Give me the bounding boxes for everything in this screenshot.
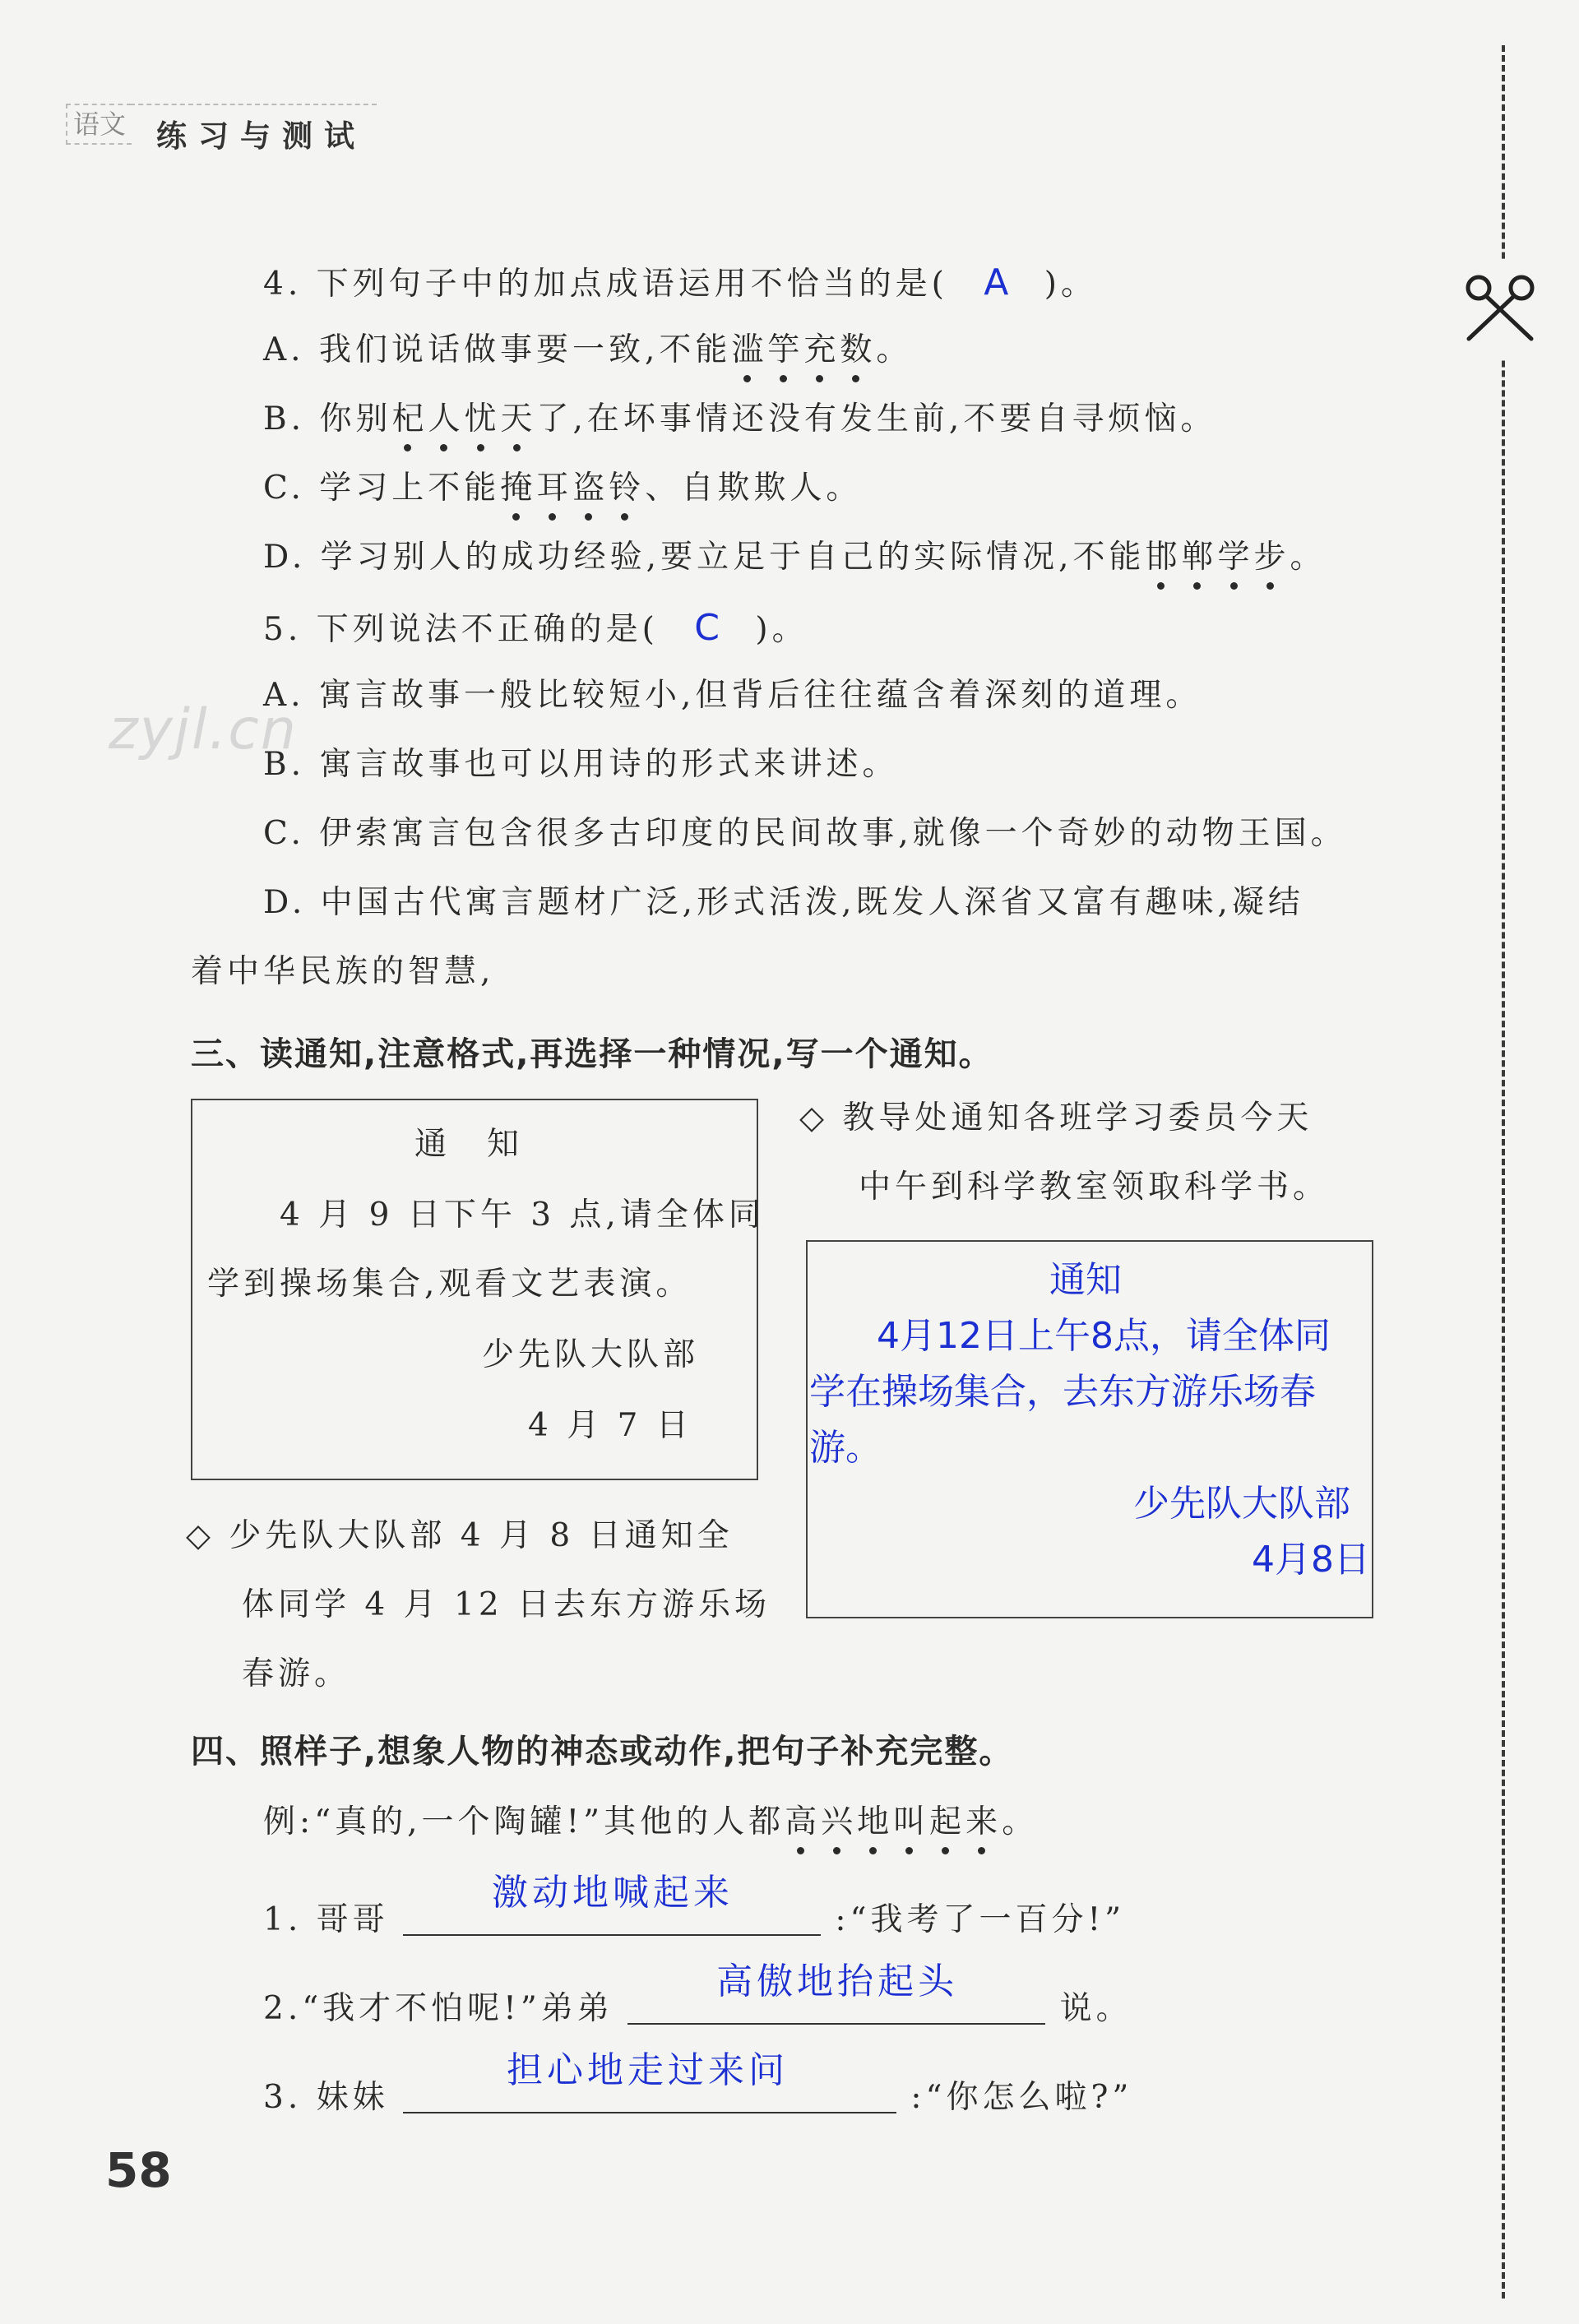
answer-notice-date: 4月8日	[1252, 1539, 1370, 1581]
item-1-answer: 激动地喊起来	[492, 1872, 734, 1914]
section4-title: 四、照样子,想象人物的神态或动作,把句子补充完整。	[191, 1733, 1014, 1771]
emphasis-char: 地	[857, 1803, 894, 1840]
emphasis-char: 郸	[1181, 539, 1218, 576]
emphasis-char: 铃	[609, 470, 646, 507]
q4-c-emphasis	[500, 470, 645, 507]
q5-stem: 5. 下列说法不正确的是( C )。	[263, 607, 808, 649]
item-1: 1. 哥哥 激动地喊起来 :“我考了一百分!”	[263, 1872, 1126, 1938]
emphasis-char: 忧	[464, 400, 501, 437]
emphasis-char: 兴	[821, 1803, 858, 1840]
item-1-blank[interactable]	[403, 1872, 821, 1936]
q4-stem: 4. 下列句子中的加点成语运用不恰当的是( A )。	[263, 262, 1097, 303]
q5-option-d-continued: 着中华民族的智慧,	[191, 953, 495, 990]
emphasis-char: 步	[1253, 539, 1290, 576]
q4-answer: A	[984, 262, 1009, 303]
sample-notice-body-line1: 4 月 9 日下午 3 点,请全体同	[280, 1197, 765, 1234]
option1-line1: ◇ 教导处通知各班学习委员今天	[799, 1100, 1313, 1137]
example-emphasis	[785, 1803, 1002, 1840]
q5-option-b: B. 寓言故事也可以用诗的形式来讲述。	[263, 746, 899, 783]
option2-line1: ◇ 少先队大队部 4 月 8 日通知全	[186, 1517, 734, 1554]
emphasis-char: 天	[500, 400, 537, 437]
q5-option-a: A. 寓言故事一般比较短小,但背后往往蕴含着深刻的道理。	[263, 677, 1202, 714]
item-2-answer: 高傲地抬起头	[716, 1961, 959, 2002]
emphasis-char: 叫	[893, 1803, 930, 1840]
book-title: 练习与测试	[156, 118, 366, 154]
example-sentence: 例:“真的,一个陶罐!”其他的人都高兴地叫起来。	[263, 1803, 1039, 1840]
emphasis-char: 竽	[767, 331, 804, 368]
sample-notice-title: 通 知	[414, 1126, 524, 1163]
emphasis-char: 邯	[1145, 539, 1182, 576]
scissors-icon	[1459, 268, 1541, 350]
q4-a-emphasis	[731, 331, 876, 368]
sample-notice-body-line2: 学到操场集合,观看文艺表演。	[207, 1266, 692, 1303]
item-3-answer: 担心地走过来问	[507, 2049, 790, 2091]
subject-label: 语文	[66, 104, 132, 145]
item-3: 3. 妹妹 担心地走过来问 :“你怎么啦?”	[263, 2049, 1133, 2116]
page-number: 58	[105, 2142, 172, 2198]
item-2-blank[interactable]	[627, 1961, 1045, 2025]
answer-notice-line3: 游。	[809, 1427, 882, 1469]
q4-option-c: C. 学习上不能掩耳盗铃、自欺欺人。	[263, 470, 863, 507]
cut-line	[1502, 45, 1505, 2299]
q4-d-emphasis	[1145, 539, 1290, 576]
emphasis-char: 学	[1217, 539, 1254, 576]
answer-notice-line2: 学在操场集合，去东方游乐场春	[809, 1371, 1316, 1413]
emphasis-char: 杞	[391, 400, 428, 437]
q4-b-emphasis	[391, 400, 536, 437]
q5-answer: C	[694, 607, 720, 649]
option2-line2: 体同学 4 月 12 日去东方游乐场	[242, 1586, 771, 1623]
option2-line3: 春游。	[242, 1655, 351, 1692]
emphasis-char: 来	[965, 1803, 1003, 1840]
q5-option-c: C. 伊索寓言包含很多古印度的民间故事,就像一个奇妙的动物王国。	[263, 815, 1347, 852]
answer-notice-box	[806, 1240, 1373, 1618]
answer-notice-line1: 4月12日上午8点，请全体同	[877, 1315, 1331, 1357]
emphasis-char: 盗	[572, 470, 609, 507]
emphasis-char: 掩	[500, 470, 537, 507]
header-dashed-rule	[130, 104, 377, 105]
sample-notice-sender: 少先队大队部	[482, 1336, 700, 1373]
sample-notice-box	[191, 1099, 765, 1480]
answer-notice-sender: 少先队大队部	[1133, 1483, 1350, 1525]
q5-option-d: D. 中国古代寓言题材广泛,形式活泼,既发人深省又富有趣味,凝结	[263, 884, 1304, 921]
option1-line2: 中午到科学教室领取科学书。	[859, 1169, 1330, 1206]
q4-option-a: A. 我们说话做事要一致,不能滥竽充数。	[263, 331, 913, 368]
q4-option-b: B. 你别杞人忧天了,在坏事情还没有发生前,不要自寻烦恼。	[263, 400, 1217, 437]
emphasis-char: 数	[840, 331, 877, 368]
q4-option-d: D. 学习别人的成功经验,要立足于自己的实际情况,不能邯郸学步。	[263, 539, 1327, 576]
emphasis-char: 耳	[536, 470, 573, 507]
emphasis-char: 充	[803, 331, 840, 368]
section3-title: 三、读通知,注意格式,再选择一种情况,写一个通知。	[191, 1035, 993, 1073]
emphasis-char: 滥	[731, 331, 768, 368]
answer-notice-title: 通知	[1049, 1259, 1122, 1301]
watermark: zyjl.cn	[109, 697, 298, 762]
item-2: 2.“我才不怕呢!”弟弟 高傲地抬起头 说。	[263, 1961, 1132, 2027]
emphasis-char: 人	[428, 400, 465, 437]
sample-notice-date: 4 月 7 日	[528, 1407, 692, 1444]
emphasis-char: 起	[929, 1803, 966, 1840]
emphasis-char: 高	[785, 1803, 822, 1840]
